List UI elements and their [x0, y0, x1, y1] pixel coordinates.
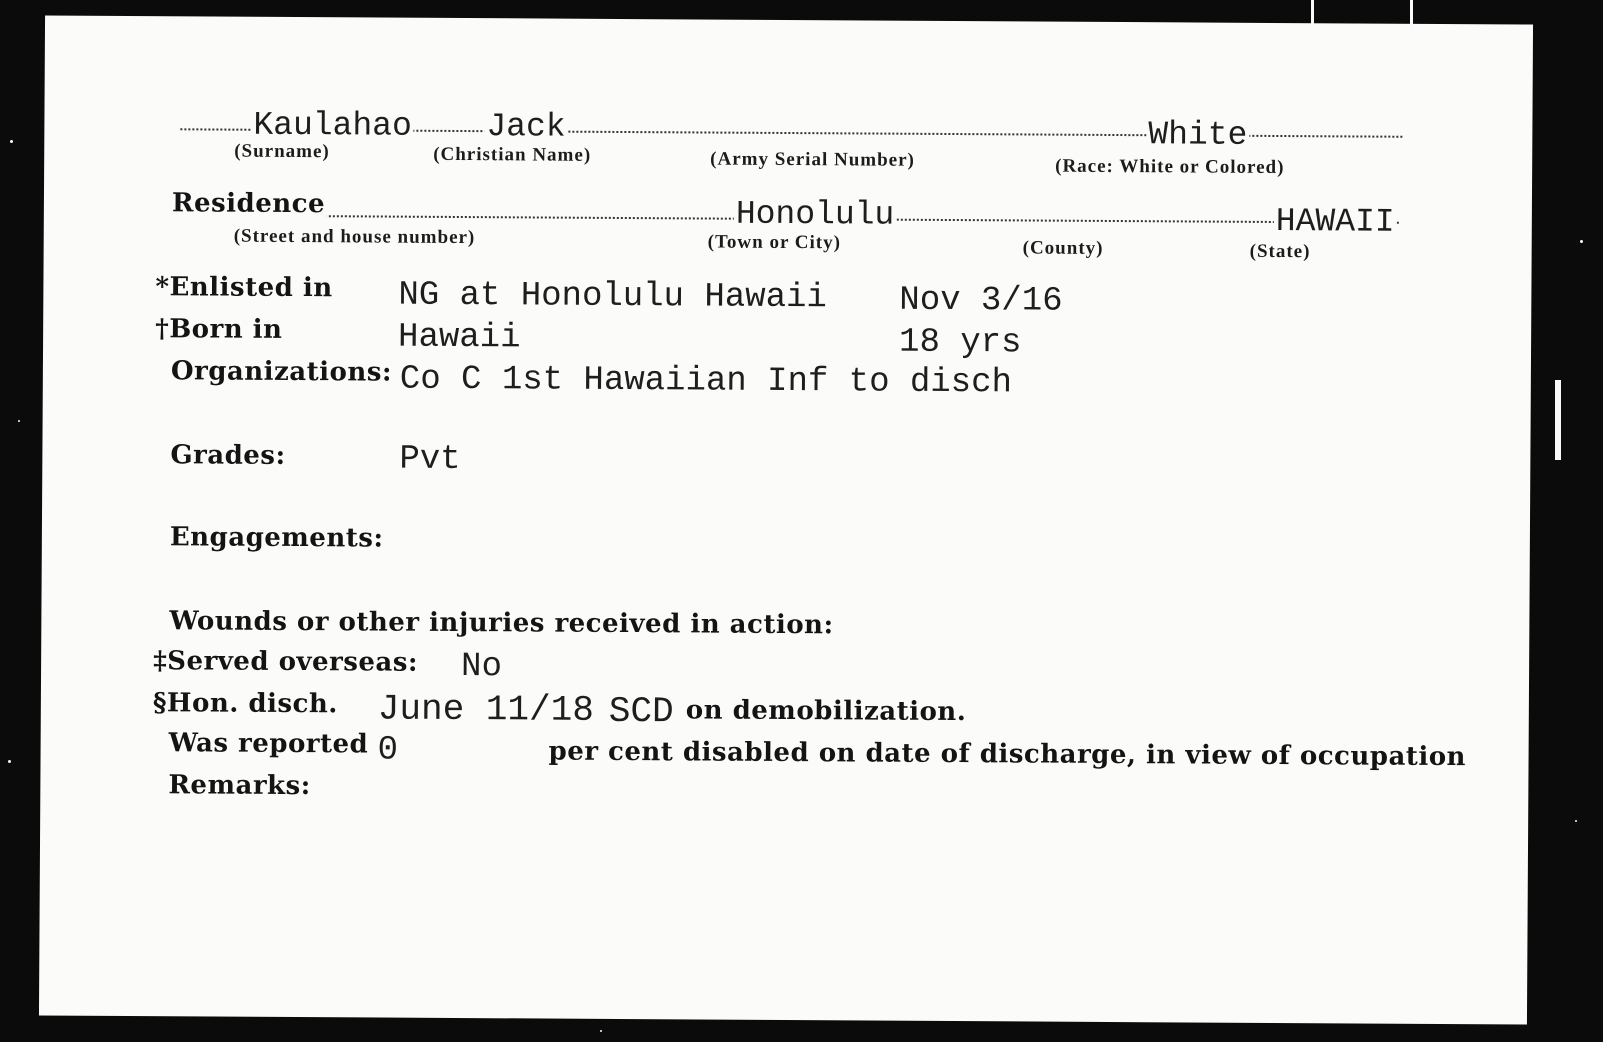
scan-speck	[600, 1030, 602, 1032]
enlisted-label: *Enlisted in	[155, 272, 333, 304]
county-caption: (County)	[1022, 237, 1104, 259]
hon-disch-date: June 11/18	[377, 688, 595, 731]
reported-label: Was reported	[168, 728, 369, 760]
organizations-value: Co C 1st Hawaiian Inf to disch	[399, 360, 1013, 403]
served-overseas-label: ‡Served overseas:	[153, 646, 419, 678]
town-value: Honolulu	[735, 195, 895, 234]
scan-speck	[8, 760, 11, 763]
town-caption: (Town or City)	[707, 231, 842, 254]
born-value: Hawaii	[397, 318, 521, 358]
hon-disch-label: §Hon. disch.	[152, 688, 338, 720]
street-caption: (Street and house number)	[233, 225, 476, 249]
state-value: HAWAII	[1275, 202, 1395, 241]
organizations-label: Organizations:	[170, 356, 393, 388]
born-age: 18 yrs	[898, 323, 1022, 363]
reported-suffix: per cent disabled on date of discharge, in view of occupation	[548, 736, 1467, 773]
hon-disch-suffix: on demobilization.	[685, 695, 967, 728]
enlisted-value: NG at Honolulu Hawaii	[398, 276, 827, 318]
remarks-label: Remarks:	[168, 770, 311, 802]
born-label: †Born in	[155, 314, 283, 345]
grades-value: Pvt	[399, 440, 461, 480]
surname-caption: (Surname)	[234, 140, 330, 163]
scan-edge-mark	[1555, 380, 1561, 460]
scan-edge-mark	[1311, 0, 1314, 30]
army-serial-caption: (Army Serial Number)	[710, 148, 915, 171]
residence-label: Residence	[171, 188, 326, 220]
christian-name-value: Jack	[486, 108, 566, 146]
surname-value: Kaulahao	[253, 106, 412, 145]
scan-speck	[10, 140, 13, 143]
scan-speck	[18, 420, 20, 422]
race-value: White	[1148, 116, 1248, 154]
service-record-card	[39, 15, 1533, 1024]
wounds-label: Wounds or other injuries received in action:	[169, 606, 834, 641]
served-overseas-value: No	[460, 648, 503, 687]
scan-speck	[1575, 820, 1577, 822]
state-caption: (State)	[1249, 240, 1311, 263]
scan-edge-mark	[1410, 0, 1413, 30]
hon-disch-reason: SCD	[608, 690, 674, 733]
scan-speck	[1580, 240, 1583, 243]
christian-name-caption: (Christian Name)	[433, 143, 592, 166]
race-caption: (Race: White or Colored)	[1055, 155, 1285, 179]
reported-value: 0	[377, 731, 399, 770]
enlisted-date: Nov 3/16	[899, 281, 1063, 321]
grades-label: Grades:	[170, 440, 286, 471]
engagements-label: Engagements:	[169, 522, 384, 554]
